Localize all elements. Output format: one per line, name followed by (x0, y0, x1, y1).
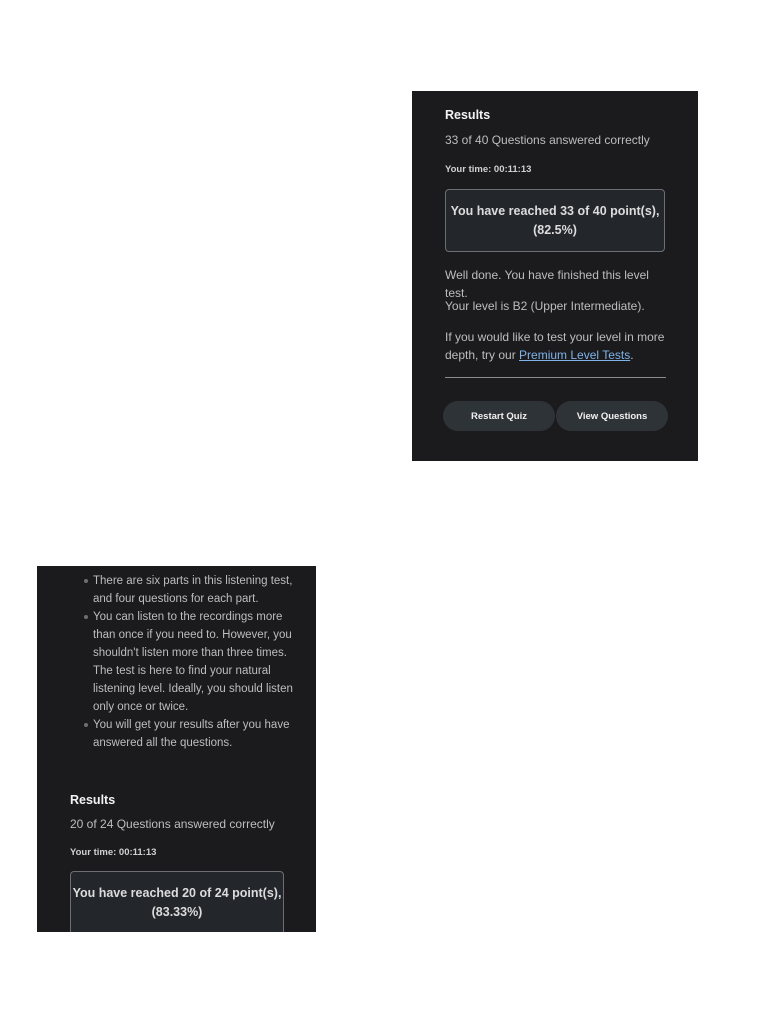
score-box (445, 189, 665, 252)
time-label: Your time: 00:11:13 (70, 847, 157, 858)
score-line-1: You have reached 33 of 40 point(s), (450, 204, 660, 218)
results-panel-top (412, 91, 698, 461)
premium-message (445, 328, 667, 364)
instructions-list (37, 572, 297, 752)
bullet-icon (84, 579, 88, 583)
view-questions-button[interactable]: View Questions (556, 401, 668, 431)
finished-message: Well done. You have finished this level test. (445, 268, 649, 300)
score-box (70, 871, 284, 932)
bullet-icon (84, 615, 88, 619)
answered-count: 20 of 24 Questions answered correctly (70, 817, 275, 831)
score-line-2: (82.5%) (533, 223, 577, 237)
list-item-text: You can listen to the recordings more than once if you need to. However, you shouldn't listen more than three times. The test is here to find your natural listening level. Ideally, you should listen only once or twice. (93, 611, 293, 713)
list-item (37, 608, 297, 716)
premium-level-tests-link[interactable]: Premium Level Tests (519, 348, 631, 362)
results-panel-bottom (37, 566, 316, 932)
results-title: Results (70, 793, 116, 807)
score-line-2: (83.33%) (151, 905, 203, 919)
answered-count: 33 of 40 Questions answered correctly (445, 133, 650, 147)
score-line-1: You have reached 20 of 24 point(s), (72, 886, 282, 900)
restart-quiz-button[interactable]: Restart Quiz (443, 401, 555, 431)
premium-message-prefix: If you would like to test your level in more depth, try our (445, 330, 665, 362)
list-item (37, 716, 297, 752)
list-item-text: There are six parts in this listening test, and four questions for each part. (93, 575, 293, 605)
level-message: Your level is B2 (Upper Intermediate). (445, 299, 645, 313)
results-title: Results (445, 108, 491, 122)
divider (445, 377, 666, 378)
bullet-icon (84, 723, 88, 727)
list-item-text: You will get your results after you have answered all the questions. (93, 719, 290, 749)
time-label: Your time: 00:11:13 (445, 164, 532, 175)
list-item (37, 572, 297, 608)
premium-message-suffix: . (630, 348, 634, 362)
